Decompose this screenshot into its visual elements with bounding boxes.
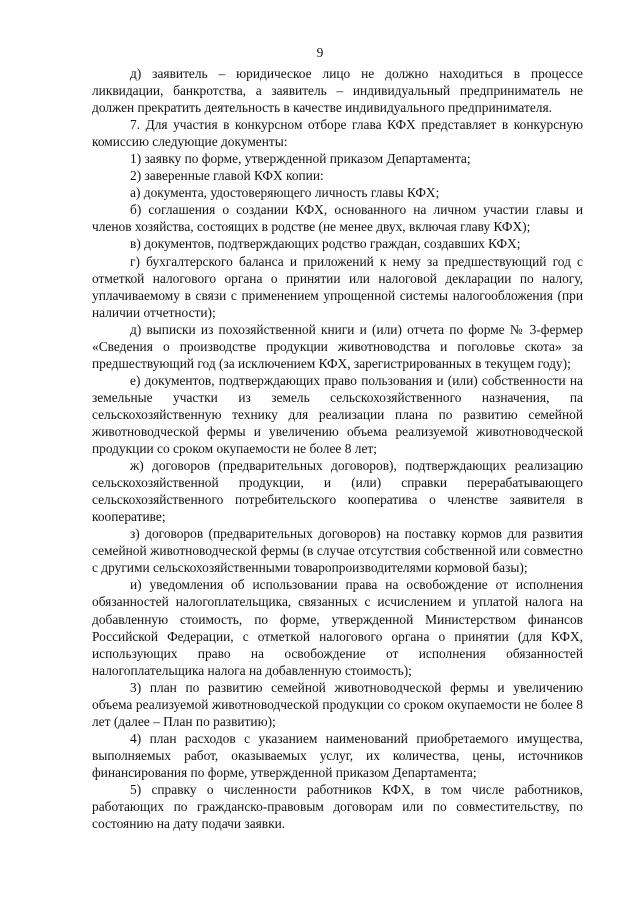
paragraph-item-z-feed-contracts: з) договоров (предварительных договоров) на поставку кормов для развития семейной животноводческой фермы (в случае отсутствия собственной или совместно с другими сельскохозяйственными товаропроизводителями кормовой базы);: [92, 526, 583, 576]
paragraph-item-zh-sales-contracts: ж) договоров (предварительных договоров), подтверждающих реализацию сельскохозяйственной продукции, и (или) справки перерабатывающего сельскохозяйственного потребительского кооператива о членстве заявителя в кооперативе;: [92, 458, 583, 525]
paragraph-item-3-development-plan: 3) план по развитию семейной животноводческой фермы и увеличению объема реализуемой животноводческой продукции со сроком окупаемости не более 8 лет (далее – План по развитию);: [92, 679, 583, 729]
paragraph-clause-7: 7. Для участия в конкурсном отборе глава КФХ представляет в конкурсную комиссию следующие документы:: [92, 117, 583, 150]
page-number: 9: [316, 45, 324, 60]
paragraph-item-2-certified-copies: 2) заверенные главой КФХ копии:: [130, 168, 324, 184]
paragraph-item-d-applicant-status: д) заявитель – юридическое лицо не должно находиться в процессе ликвидации, банкротства, а заявитель – индивидуальный предприниматель не должен прекратить деятельность в качестве индивидуального предпринимателя.: [92, 66, 583, 116]
paragraph-item-5-staff-certificate: 5) справку о численности работников КФХ, в том числе работников, работающих по гражданско-правовым договорам или по совместительству, по состоянию на дату подачи заявки.: [92, 781, 583, 832]
paragraph-item-e-land-rights: е) документов, подтверждающих право пользования и (или) собственности на земельные участки из земель сельскохозяйственного назначения, па сельскохозяйственную технику для реализации плана по развитию семейной животноводческой фермы и увеличению объема реализуемой животноводческой продукции со сроком окупаемости не более 8 лет;: [92, 372, 583, 457]
paragraph-item-i-vat-exemption: и) уведомления об использовании права на освобождение от исполнения обязанностей налогоплательщика, связанных с исчислением и уплатой налога на добавленную стоимость, по форме, утвержденной Министерством финансов Российской Федерации, с отметкой налогового органа о принятии (для КФХ, использующих право на освобождение от исполнения обязанностей налогоплательщика налога на добавленную стоимость);: [92, 577, 583, 678]
paragraph-item-g-balance-sheet: г) бухгалтерского баланса и приложений к нему за предшествующий год с отметкой налогового органа о принятии или налоговой декларации по налогу, уплачиваемому в связи с применением упрощенной системы налогообложения (при наличии отчетности);: [92, 253, 583, 320]
paragraph-item-v-kinship-documents: в) документов, подтверждающих родство граждан, создавших КФХ;: [130, 236, 521, 252]
paragraph-item-b-agreement: б) соглашения о создании КФХ, основанного на личном участии главы и членов хозяйства, состоящих в родстве (не менее двух, включая главу КФХ);: [92, 202, 583, 235]
paragraph-item-1-application: 1) заявку по форме, утвержденной приказом Департамента;: [130, 151, 471, 167]
paragraph-item-d-household-book: д) выписки из похозяйственной книги и (или) отчета по форме № 3-фермер «Сведения о производстве продукции животноводства и поголовье скота» за предшествующий год (за исключением КФХ, зарегистрированных в текущем году);: [92, 321, 583, 371]
document-body: [92, 65, 583, 832]
paragraph-item-a-identity-document: а) документа, удостоверяющего личность главы КФХ;: [130, 185, 440, 201]
paragraph-item-4-expense-plan: 4) план расходов с указанием наименований приобретаемого имущества, выполняемых работ, оказываемых услуг, их количества, цены, источников финансирования по форме, утвержденной приказом Департамента;: [92, 730, 583, 780]
